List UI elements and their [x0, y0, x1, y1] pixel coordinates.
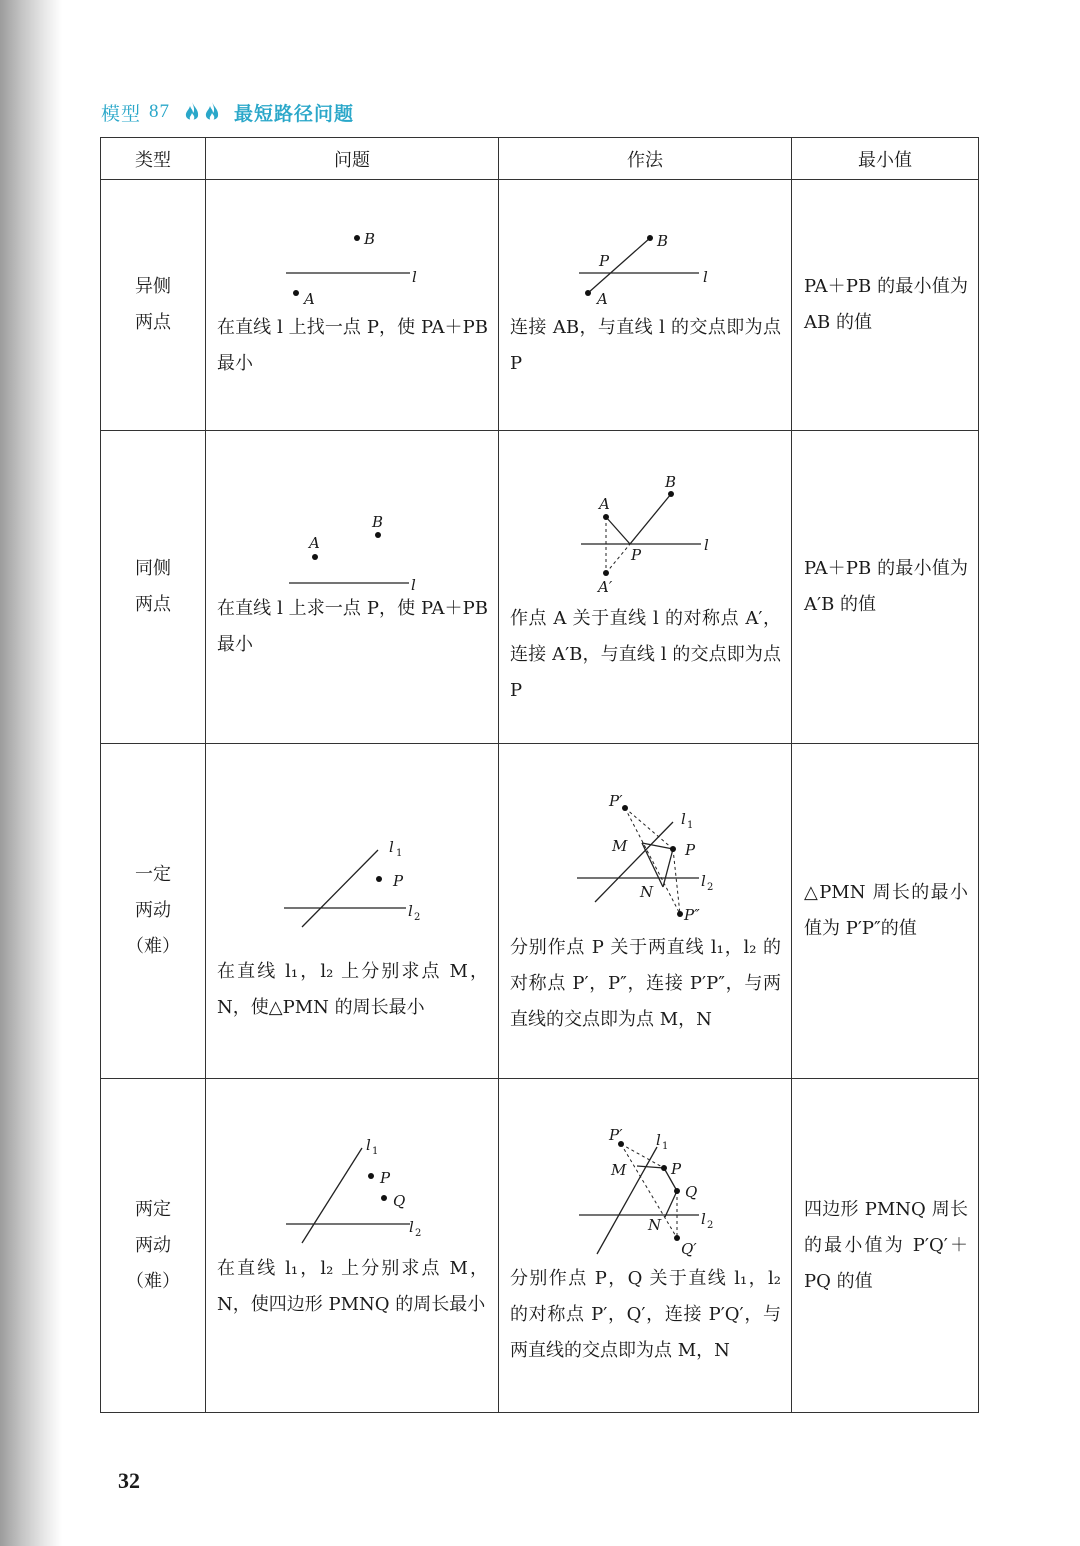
svg-text:A: A	[304, 290, 315, 308]
svg-text:l: l	[366, 1136, 371, 1154]
method-diagram	[499, 431, 791, 601]
min-value-text: △PMN 周长的最小值为 P′P″的值	[804, 882, 968, 939]
method-cell	[499, 431, 792, 744]
book-spine-shadow	[0, 0, 62, 1546]
svg-text:A′: A′	[598, 578, 613, 596]
svg-text:Q: Q	[685, 1183, 698, 1201]
svg-text:N: N	[648, 1216, 662, 1234]
problem-diagram	[206, 744, 498, 954]
flame-icon	[184, 101, 200, 123]
column-header-type: 类型	[101, 138, 206, 180]
svg-text:l: l	[704, 536, 709, 554]
table-row	[101, 1079, 979, 1413]
method-diagram	[499, 180, 791, 310]
svg-text:l: l	[703, 268, 708, 286]
problem-cell	[206, 180, 499, 431]
svg-text:l: l	[411, 576, 416, 591]
section-header	[101, 96, 354, 128]
svg-text:P: P	[393, 872, 404, 890]
flame-icon	[204, 101, 220, 123]
svg-text:l: l	[701, 872, 706, 890]
svg-text:P: P	[631, 546, 642, 564]
shortest-path-table	[100, 137, 979, 1413]
svg-text:M: M	[611, 1161, 627, 1179]
problem-cell	[206, 744, 499, 1079]
model-number: 87	[149, 101, 171, 122]
table-row	[101, 180, 979, 431]
svg-text:A: A	[599, 495, 610, 513]
type-cell: 异侧 两点	[101, 180, 206, 431]
method-text: 作点 A 关于直线 l 的对称点 A′，连接 A′B，与直线 l 的交点即为点 P	[510, 608, 781, 701]
svg-text:1: 1	[662, 1141, 669, 1152]
svg-text:P′: P′	[609, 792, 623, 810]
svg-text:l: l	[409, 1218, 414, 1236]
svg-text:Q′: Q′	[681, 1240, 697, 1258]
svg-text:P: P	[599, 252, 610, 270]
min-value-text: PA＋PB 的最小值为 A′B 的值	[804, 558, 968, 615]
svg-text:l: l	[701, 1210, 706, 1228]
svg-text:B: B	[657, 232, 669, 250]
svg-text:l: l	[389, 838, 394, 856]
table-row	[101, 744, 979, 1079]
svg-text:B: B	[665, 473, 677, 491]
svg-text:Q: Q	[393, 1192, 406, 1210]
min-value-cell	[792, 431, 979, 744]
method-cell	[499, 1079, 792, 1413]
svg-text:2: 2	[414, 912, 421, 923]
min-value-cell	[792, 180, 979, 431]
type-cell: 同侧 两点	[101, 431, 206, 744]
min-value-cell	[792, 1079, 979, 1413]
min-value-text: 四边形 PMNQ 周长的最小值为 P′Q′＋PQ 的值	[804, 1198, 968, 1292]
column-header-method: 作法	[499, 138, 792, 180]
min-value-text: PA＋PB 的最小值为 AB 的值	[804, 276, 968, 333]
problem-text: 在直线 l 上求一点 P，使 PA＋PB 最小	[217, 598, 488, 655]
problem-text: 在直线 l₁，l₂ 上分别求点 M，N，使四边形 PMNQ 的周长最小	[217, 1258, 488, 1315]
problem-text: 在直线 l 上找一点 P，使 PA＋PB 最小	[217, 317, 488, 374]
problem-diagram	[206, 1079, 498, 1251]
svg-text:1: 1	[372, 1146, 379, 1157]
svg-text:P′: P′	[609, 1126, 623, 1144]
problem-text: 在直线 l₁，l₂ 上分别求点 M，N，使△PMN 的周长最小	[217, 961, 488, 1018]
model-label: 模型	[101, 102, 142, 125]
problem-cell	[206, 1079, 499, 1413]
svg-text:1: 1	[687, 820, 694, 831]
svg-text:P: P	[685, 841, 696, 859]
method-cell	[499, 744, 792, 1079]
min-value-cell	[792, 744, 979, 1079]
svg-text:2: 2	[707, 882, 714, 893]
column-header-problem: 问题	[206, 138, 499, 180]
type-cell: 一定 两动 （难）	[101, 744, 206, 1079]
svg-text:l: l	[681, 810, 686, 828]
method-text: 分别作点 P 关于两直线 l₁，l₂ 的对称点 P′，P″，连接 P′P″，与两直线的交点即为点 M，N	[510, 937, 781, 1030]
table-header-row	[101, 138, 979, 180]
svg-text:B: B	[364, 230, 376, 248]
svg-text:P: P	[380, 1169, 391, 1187]
svg-text:A: A	[309, 534, 320, 552]
column-header-min: 最小值	[792, 138, 979, 180]
method-text: 分别作点 P，Q 关于直线 l₁，l₂ 的对称点 P′，Q′，连接 P′Q′，与两直线的交点即为点 M，N	[510, 1268, 781, 1361]
method-diagram	[499, 744, 791, 930]
svg-text:A: A	[597, 290, 608, 308]
svg-text:2: 2	[415, 1228, 422, 1239]
svg-text:N: N	[640, 883, 654, 901]
svg-text:P″: P″	[684, 906, 700, 924]
problem-diagram	[206, 180, 498, 310]
svg-text:B: B	[372, 513, 384, 531]
method-diagram	[499, 1079, 791, 1261]
section-title: 最短路径问题	[234, 102, 355, 125]
svg-text:l: l	[412, 268, 417, 286]
page-number: 32	[118, 1468, 140, 1493]
problem-cell	[206, 431, 499, 744]
method-text: 连接 AB，与直线 l 的交点即为点 P	[510, 317, 781, 374]
method-cell	[499, 180, 792, 431]
table-row	[101, 431, 979, 744]
svg-text:P: P	[671, 1160, 682, 1178]
svg-text:M: M	[612, 837, 628, 855]
svg-text:l: l	[656, 1131, 661, 1149]
svg-text:1: 1	[396, 848, 403, 859]
type-cell: 两定 两动 （难）	[101, 1079, 206, 1413]
problem-diagram	[206, 431, 498, 591]
svg-text:2: 2	[707, 1220, 714, 1231]
svg-text:l: l	[408, 902, 413, 920]
